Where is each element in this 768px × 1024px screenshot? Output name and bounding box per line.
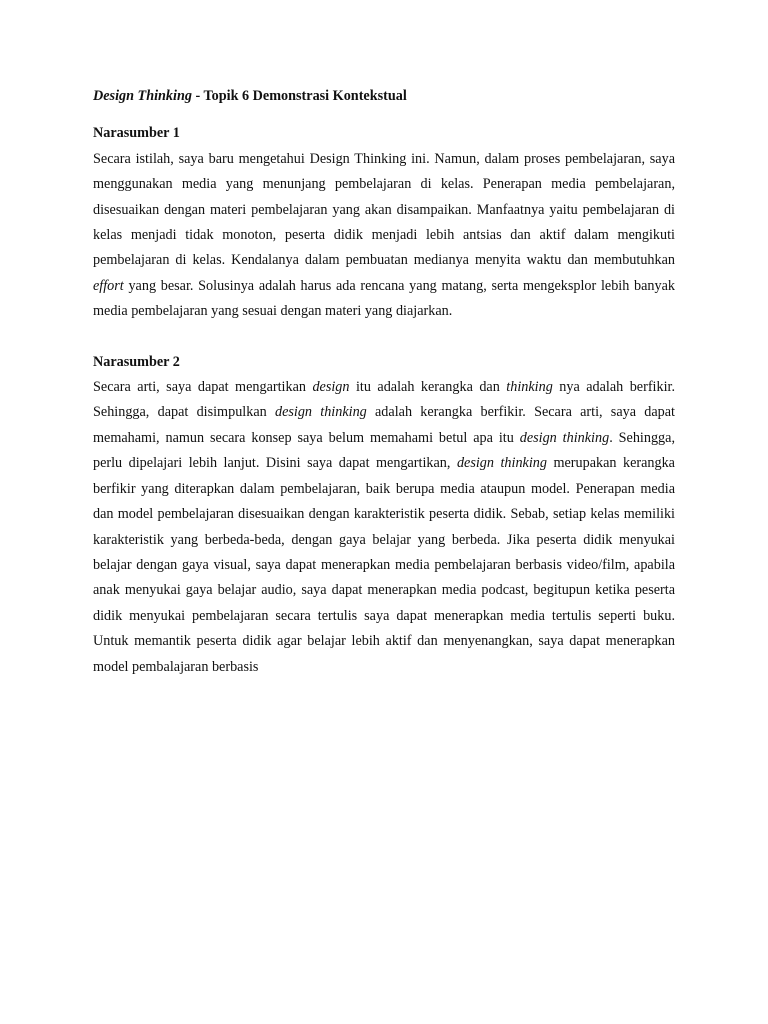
paragraph-text: itu adalah kerangka dan: [349, 379, 507, 396]
title-rest: - Topik 6 Demonstrasi Kontekstual: [191, 88, 407, 104]
italic-term: design thinking: [274, 404, 367, 421]
section-heading: Narasumber 1: [93, 125, 180, 142]
italic-term: thinking: [506, 379, 553, 396]
italic-term: effort: [93, 277, 124, 294]
section-narasumber-1: [93, 121, 675, 324]
paragraph-text: Secara istilah, saya baru mengetahui Design Thinking ini. Namun, dalam proses pembelajaran, saya menggunakan media yang menunjang pembelajaran di kelas. Penerapan media pembelajaran, disesuaikan dengan materi pembelajaran yang akan disampaikan. Manfaatnya yaitu pembelajaran di kelas menjadi tidak monoton, peserta didik menjadi lebih antsias dan aktif dalam mengikuti pembelajaran di kelas. Kendalanya dalam pembuatan medianya menyita waktu dan membutuhkan: [93, 150, 675, 269]
italic-term: design thinking: [456, 455, 547, 472]
paragraph-text: . Sehingga, perlu dipelajari lebih lanjut. Disini saya dapat mengartikan,: [93, 429, 675, 472]
paragraph-text: Secara arti, saya dapat mengartikan: [93, 379, 313, 396]
paragraph-text: adalah kerangka berfikir. Secara arti, saya dapat memahami, namun secara konsep saya belum memahami betul apa itu: [93, 404, 675, 446]
italic-term: design thinking: [519, 429, 610, 446]
section-paragraph: [93, 375, 675, 680]
section-heading: Narasumber 2: [93, 353, 180, 370]
title-italic-part: Design Thinking: [93, 88, 192, 104]
section-narasumber-2: [93, 350, 675, 680]
paragraph-text: nya adalah berfikir. Sehingga, dapat disimpulkan: [93, 379, 676, 421]
paragraph-text: yang besar. Solusinya adalah harus ada rencana yang matang, serta mengeksplor lebih banyak media pembelajaran yang sesuai dengan materi yang diajarkan.: [93, 277, 675, 320]
italic-term: design: [312, 379, 350, 396]
document-body: [93, 84, 675, 680]
paragraph-text: merupakan kerangka berfikir yang diterapkan dalam pembelajaran, baik berupa media ataupun model. Penerapan media dan model pembelajaran disesuaikan dengan karakteristik peserta didik. Sebab, setiap kelas memiliki karakteristik yang berbeda-beda, dengan gaya belajar yang berbeda. Jika peserta didik menyukai belajar dengan gaya visual, saya dapat menerapkan media pembelajaran berbasis video/film, apabila anak menyukai gaya belajar audio, saya dapat menerapkan media podcast, begitupun ketika peserta didik menyukai pembelajaran secara tertulis saya dapat menerapkan media tertulis seperti buku. Untuk memantik peserta didik agar belajar lebih aktif dan menyenangkan, saya dapat menerapkan model pembalajaran berbasis: [93, 455, 675, 675]
section-paragraph: [93, 147, 675, 325]
document-title: [93, 84, 675, 109]
